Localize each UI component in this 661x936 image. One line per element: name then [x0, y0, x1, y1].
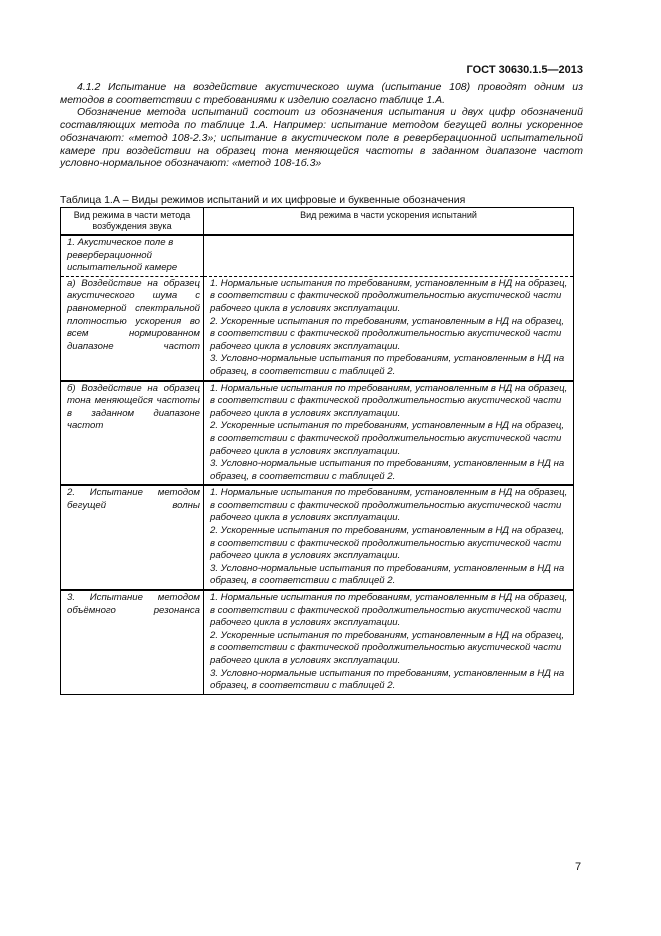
mode-2: 2. Ускоренные испытания по требованиям, установленным в НД на образец, в соответствии с фактической продолжительностью акустической части рабочего цикла в условиях эксплуатации. [210, 629, 565, 666]
mode-2: 2. Ускоренные испытания по требованиям, установленным в НД на образец, в соответствии с фактической продолжительностью акустической части рабочего цикла в условиях эксплуатации. [210, 315, 565, 352]
col2-header: Вид режима в части ускорения испытаний [204, 208, 574, 236]
page-number: 7 [575, 861, 582, 873]
mode-3: 3. Условно-нормальные испытания по требованиям, установленным в НД на образец, в соответствии с таблицей 2. [210, 458, 565, 482]
table-caption: Таблица 1.А – Виды режимов испытаний и их цифровые и буквенные обозначения [60, 194, 466, 206]
mode-1: 1. Нормальные испытания по требованиям, установленным в НД на образец, в соответствии с фактической продолжительностью акустической части рабочего цикла в условиях эксплуатации. [210, 487, 568, 524]
table-row [61, 381, 574, 486]
table-row [61, 590, 574, 694]
mode-1: 1. Нормальные испытания по требованиям, установленным в НД на образец, в соответствии с фактической продолжительностью акустической части рабочего цикла в условиях эксплуатации. [210, 277, 568, 314]
intro-paragraph-2: Обозначение метода испытаний состоит из обозначения испытания и двух цифр обозначений составляющих метода по таблице 1.А. Например: испытание методом бегущей волны ускоренное обозначают: «метод 108-2.3»; испытание в акустическом поле в реверберационной испытательной камере при воздействии на образец тона меняющейся частоты в заданном диапазоне частот условно-нормальное обозначают: «метод 108-1б.3» [60, 106, 583, 170]
table-row [61, 276, 574, 380]
table-row [61, 235, 574, 276]
section1-title: 1. Акустическое поле в реверберационной испытательной камере [61, 235, 204, 276]
mode-1: 1. Нормальные испытания по требованиям, установленным в НД на образец, в соответствии с фактической продолжительностью акустической части рабочего цикла в условиях эксплуатации. [210, 592, 568, 629]
mode-2: 2. Ускоренные испытания по требованиям, установленным в НД на образец, в соответствии с фактической продолжительностью акустической части рабочего цикла в условиях эксплуатации. [210, 420, 565, 457]
row-b-label: б) Воздействие на образец тона меняющейся частоты в заданном диапазоне частот [61, 381, 204, 486]
mode-3: 3. Условно-нормальные испытания по требованиям, установленным в НД на образец, в соответствии с таблицей 2. [210, 667, 565, 692]
row-3-label: 3. Испытание методом объёмного резонанса [61, 590, 204, 694]
intro-text [60, 81, 583, 170]
row-b-modes [204, 381, 574, 486]
mode-1: 1. Нормальные испытания по требованиям, установленным в НД на образец, в соответствии с фактической продолжительностью акустической части рабочего цикла в условиях эксплуатации. [210, 382, 568, 419]
row-3-modes [204, 590, 574, 694]
table-header-row [61, 208, 574, 236]
document-code: ГОСТ 30630.1.5—2013 [466, 64, 583, 76]
row-2-label: 2. Испытание методом бегущей волны [61, 485, 204, 590]
col1-header: Вид режима в части метода возбуждения звука [61, 208, 204, 236]
row-2-modes [204, 485, 574, 590]
mode-3: 3. Условно-нормальные испытания по требованиям, установленным в НД на образец, в соответствии с таблицей 2. [210, 562, 565, 587]
modes-table [60, 207, 574, 695]
row-a-modes [204, 276, 574, 380]
table-row [61, 485, 574, 590]
mode-2: 2. Ускоренные испытания по требованиям, установленным в НД на образец, в соответствии с фактической продолжительностью акустической части рабочего цикла в условиях эксплуатации. [210, 525, 565, 562]
mode-3: 3. Условно-нормальные испытания по требованиям, установленным в НД на образец, в соответствии с таблицей 2. [210, 353, 565, 377]
section1-empty [204, 235, 574, 276]
row-a-label: а) Воздействие на образец акустического шума с равномерной спектральной плотностью ускорения во всем нормированном диапазоне частот [61, 276, 204, 380]
intro-paragraph-1: 4.1.2 Испытание на воздействие акустического шума (испытание 108) проводят одним из методов в соответствии с требованиями к изделию согласно таблице 1.А. [60, 81, 583, 106]
